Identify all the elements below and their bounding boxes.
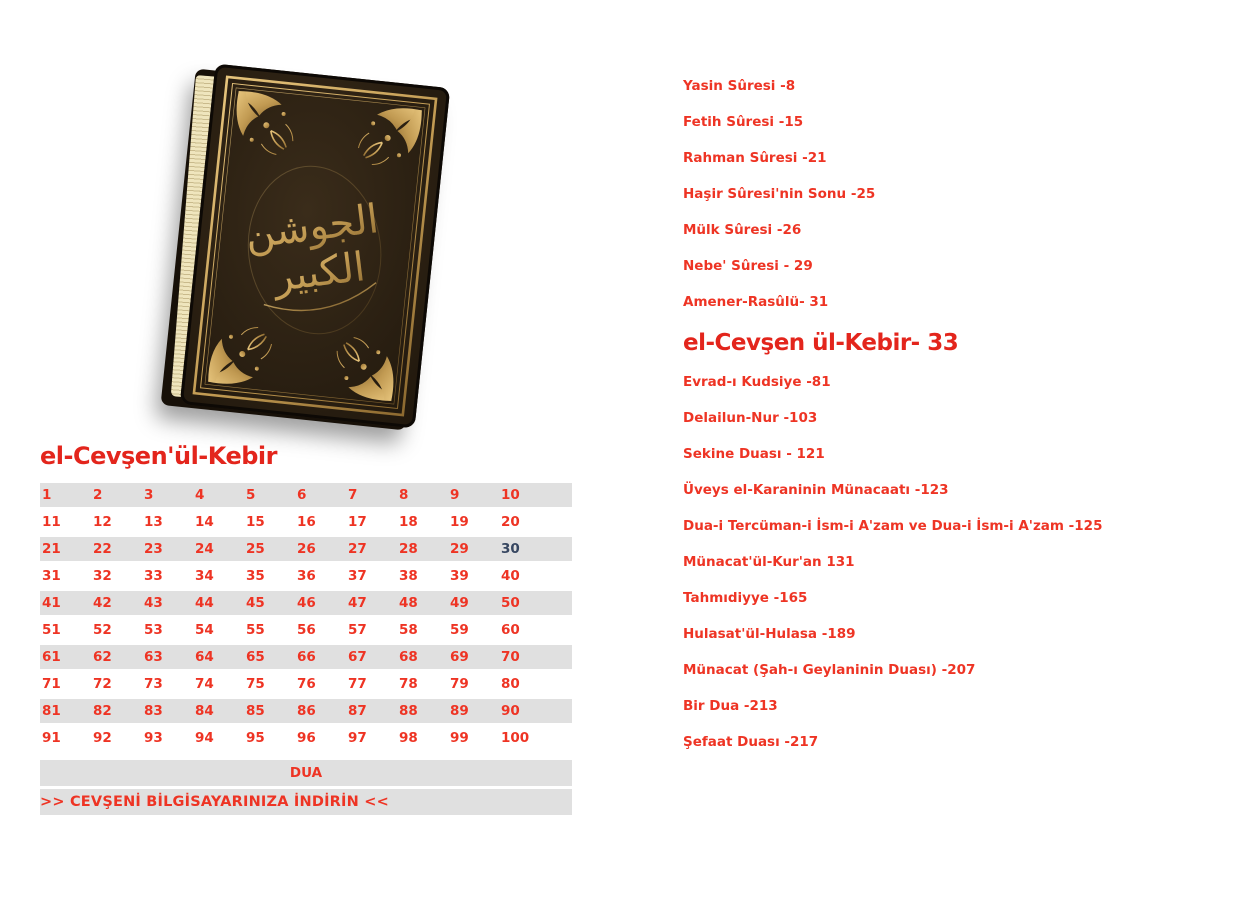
menu-item (683, 698, 1223, 713)
book-cover-art (179, 63, 452, 430)
menu-item (683, 662, 1223, 677)
page-number-link[interactable]: 3 (144, 487, 154, 503)
page-number-link[interactable]: 52 (93, 622, 112, 638)
page-number-link[interactable]: 83 (144, 703, 163, 719)
pagination-row (40, 510, 572, 534)
page-number-link[interactable]: 8 (399, 487, 409, 503)
page-number-link[interactable]: 20 (501, 514, 520, 530)
page-number-link[interactable]: 77 (348, 676, 367, 692)
page-number-link[interactable]: 21 (42, 541, 61, 557)
page-number-link[interactable]: 47 (348, 595, 367, 611)
page-number-link[interactable]: 55 (246, 622, 265, 638)
page-number-link[interactable]: 61 (42, 649, 61, 665)
page-number-link[interactable]: 88 (399, 703, 418, 719)
page-number-link[interactable]: 69 (450, 649, 469, 665)
contents-menu (683, 78, 1223, 770)
page-number-link[interactable]: 10 (501, 487, 520, 503)
page-number-link[interactable]: 87 (348, 703, 367, 719)
page-number-link[interactable]: 32 (93, 568, 112, 584)
page-number-link[interactable]: 53 (144, 622, 163, 638)
page-number-link[interactable]: 5 (246, 487, 256, 503)
page-number-link[interactable]: 39 (450, 568, 469, 584)
menu-link[interactable]: Mülk Sûresi -26 (683, 222, 802, 238)
pagination-row (40, 537, 572, 561)
menu-item (683, 518, 1223, 533)
page-number-link[interactable]: 89 (450, 703, 469, 719)
page-number-link[interactable]: 34 (195, 568, 214, 584)
menu-link[interactable]: Rahman Sûresi -21 (683, 150, 827, 166)
menu-item (683, 734, 1223, 749)
book-calligraphy-bottom: الكبير (271, 244, 368, 301)
menu-link[interactable]: Tahmıdiyye -165 (683, 590, 808, 606)
page-number-link[interactable]: 96 (297, 730, 316, 746)
page-number-link[interactable]: 7 (348, 487, 358, 503)
page-number-link[interactable]: 29 (450, 541, 469, 557)
page-number-link[interactable]: 76 (297, 676, 316, 692)
menu-link[interactable]: Bir Dua -213 (683, 698, 778, 714)
page-number-link[interactable]: 22 (93, 541, 112, 557)
page-number-link[interactable]: 9 (450, 487, 460, 503)
page-number-link[interactable]: 90 (501, 703, 520, 719)
page-number-link[interactable]: 75 (246, 676, 265, 692)
page-number-link[interactable]: 79 (450, 676, 469, 692)
menu-link[interactable]: Haşir Sûresi'nin Sonu -25 (683, 186, 876, 202)
page-number-link[interactable]: 40 (501, 568, 520, 584)
page-number-link[interactable]: 63 (144, 649, 163, 665)
pagination-row (40, 483, 572, 507)
page-number-link[interactable]: 12 (93, 514, 112, 530)
page-number-link[interactable]: 26 (297, 541, 316, 557)
page-number-link[interactable]: 48 (399, 595, 418, 611)
page-number-link[interactable]: 73 (144, 676, 163, 692)
page-number-link[interactable]: 4 (195, 487, 205, 503)
menu-link[interactable]: Dua-i Tercüman-i İsm-i A'zam ve Dua-i İsm-i A'zam -125 (683, 518, 1103, 534)
menu-item (683, 446, 1223, 461)
page-number-link[interactable]: 6 (297, 487, 307, 503)
pagination-row (40, 726, 572, 750)
page-number-link[interactable]: 41 (42, 595, 61, 611)
menu-link[interactable]: Hulasat'ül-Hulasa -189 (683, 626, 856, 642)
page-number-link[interactable]: 19 (450, 514, 469, 530)
page-number-link[interactable]: 98 (399, 730, 418, 746)
menu-item (683, 294, 1223, 309)
page-number-current: 30 (501, 541, 520, 557)
page-number-link[interactable]: 70 (501, 649, 520, 665)
page-number-link[interactable]: 45 (246, 595, 265, 611)
page-number-link[interactable]: 100 (501, 730, 530, 746)
menu-item (683, 330, 1223, 358)
page-number-link[interactable]: 14 (195, 514, 214, 530)
menu-item (683, 482, 1223, 497)
page-number-link[interactable]: 97 (348, 730, 367, 746)
menu-link[interactable]: Sekine Duası - 121 (683, 446, 825, 462)
page-number-link[interactable]: 42 (93, 595, 112, 611)
page-number-link[interactable]: 95 (246, 730, 265, 746)
page-number-link[interactable]: 66 (297, 649, 316, 665)
menu-item (683, 186, 1223, 201)
menu-item (683, 374, 1223, 389)
pagination-table (40, 483, 572, 753)
page-number-link[interactable]: 11 (42, 514, 61, 530)
pagination-row (40, 645, 572, 669)
page-number-link[interactable]: 43 (144, 595, 163, 611)
page-number-link[interactable]: 80 (501, 676, 520, 692)
page-number-link[interactable]: 44 (195, 595, 214, 611)
page-number-link[interactable]: 35 (246, 568, 265, 584)
menu-link[interactable]: Amener-Rasûlü- 31 (683, 294, 829, 310)
page-number-link[interactable]: 37 (348, 568, 367, 584)
page-number-link[interactable]: 62 (93, 649, 112, 665)
download-link[interactable]: >> CEVŞENİ BİLGİSAYARINIZA İNDİRİN << (40, 794, 389, 810)
page-number-link[interactable]: 71 (42, 676, 61, 692)
page-number-link[interactable]: 72 (93, 676, 112, 692)
page-number-link[interactable]: 59 (450, 622, 469, 638)
page-number-link[interactable]: 38 (399, 568, 418, 584)
menu-item (683, 410, 1223, 425)
pagination-row (40, 672, 572, 696)
dua-link[interactable]: DUA (289, 765, 323, 781)
page-number-link[interactable]: 84 (195, 703, 214, 719)
page-number-link[interactable]: 36 (297, 568, 316, 584)
page-number-link[interactable]: 2 (93, 487, 103, 503)
menu-link[interactable]: Nebe' Sûresi - 29 (683, 258, 813, 274)
page-number-link[interactable]: 15 (246, 514, 265, 530)
page-number-link[interactable]: 58 (399, 622, 418, 638)
page-number-link[interactable]: 24 (195, 541, 214, 557)
menu-item (683, 626, 1223, 641)
pagination-row (40, 618, 572, 642)
menu-link[interactable]: Delailun-Nur -103 (683, 410, 818, 426)
menu-link[interactable]: Fetih Sûresi -15 (683, 114, 804, 130)
page-number-link[interactable]: 16 (297, 514, 316, 530)
page-number-link[interactable]: 74 (195, 676, 214, 692)
page-number-link[interactable]: 60 (501, 622, 520, 638)
page-number-link[interactable]: 17 (348, 514, 367, 530)
page-number-link[interactable]: 93 (144, 730, 163, 746)
menu-item (683, 114, 1223, 129)
page-number-link[interactable]: 13 (144, 514, 163, 530)
menu-link[interactable]: Şefaat Duası -217 (683, 734, 819, 750)
page-number-link[interactable]: 94 (195, 730, 214, 746)
page-number-link[interactable]: 85 (246, 703, 265, 719)
page-number-link[interactable]: 33 (144, 568, 163, 584)
page-number-link[interactable]: 25 (246, 541, 265, 557)
page-number-link[interactable]: 57 (348, 622, 367, 638)
page-number-link[interactable]: 82 (93, 703, 112, 719)
page-number-link[interactable]: 91 (42, 730, 61, 746)
menu-link[interactable]: Yasin Sûresi -8 (683, 78, 796, 94)
page-number-link[interactable]: 31 (42, 568, 61, 584)
menu-item (683, 150, 1223, 165)
page-number-link[interactable]: 50 (501, 595, 520, 611)
page-number-link[interactable]: 1 (42, 487, 52, 503)
page-number-link[interactable]: 67 (348, 649, 367, 665)
menu-item (683, 554, 1223, 569)
menu-link[interactable]: Münacat (Şah-ı Geylaninin Duası) -207 (683, 662, 976, 678)
pagination-row (40, 564, 572, 588)
page-number-link[interactable]: 27 (348, 541, 367, 557)
page-number-link[interactable]: 68 (399, 649, 418, 665)
page-number-link[interactable]: 56 (297, 622, 316, 638)
menu-link[interactable]: Münacat'ül-Kur'an 131 (683, 554, 855, 570)
pagination-row (40, 591, 572, 615)
menu-item (683, 590, 1223, 605)
page-number-link[interactable]: 65 (246, 649, 265, 665)
page-number-link[interactable]: 28 (399, 541, 418, 557)
page-number-link[interactable]: 99 (450, 730, 469, 746)
book-calligraphy-top: الجوشن (242, 196, 381, 259)
page-number-link[interactable]: 86 (297, 703, 316, 719)
dua-row (40, 760, 572, 786)
page-number-link[interactable]: 54 (195, 622, 214, 638)
page-number-link[interactable]: 46 (297, 595, 316, 611)
menu-item (683, 222, 1223, 237)
menu-link-current-section[interactable]: el-Cevşen ül-Kebir- 33 (683, 330, 959, 356)
page-number-link[interactable]: 49 (450, 595, 469, 611)
menu-item (683, 258, 1223, 273)
page-number-link[interactable]: 78 (399, 676, 418, 692)
page-number-link[interactable]: 23 (144, 541, 163, 557)
menu-item (683, 78, 1223, 93)
pagination-row (40, 699, 572, 723)
page-number-link[interactable]: 64 (195, 649, 214, 665)
page-number-link[interactable]: 81 (42, 703, 61, 719)
download-row (40, 789, 572, 815)
menu-link[interactable]: Evrad-ı Kudsiye -81 (683, 374, 831, 390)
page-title: el-Cevşen'ül-Kebir (40, 442, 277, 470)
page-number-link[interactable]: 51 (42, 622, 61, 638)
page-number-link[interactable]: 92 (93, 730, 112, 746)
book-cover-image (179, 63, 452, 430)
page-number-link[interactable]: 18 (399, 514, 418, 530)
menu-link[interactable]: Üveys el-Karaninin Münacaatı -123 (683, 482, 949, 498)
